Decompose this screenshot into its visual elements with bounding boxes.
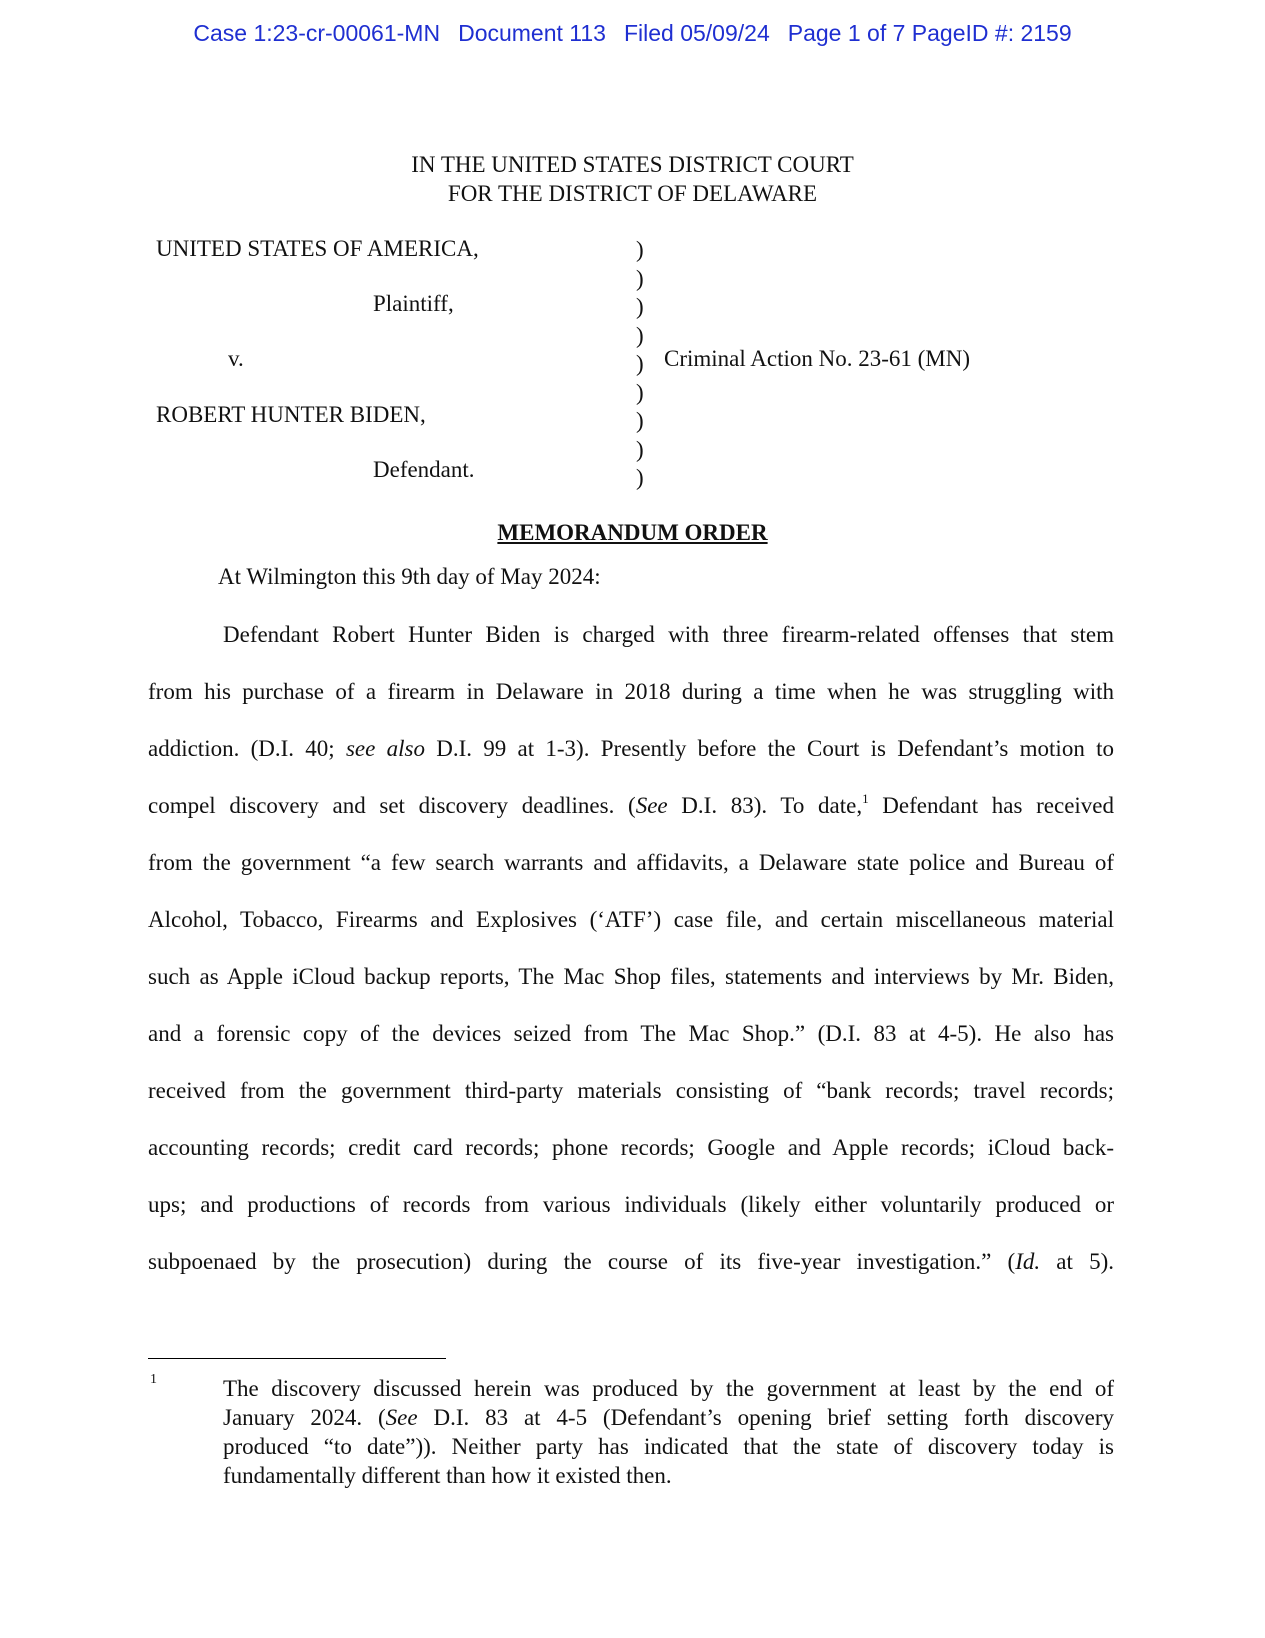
footnote-line: produced “to date”)). Neither party has indicated that the state of discovery today is: [223, 1434, 1114, 1459]
court-line-2: FOR THE DISTRICT OF DELAWARE: [447, 181, 818, 206]
plaintiff-party: UNITED STATES OF AMERICA,: [156, 236, 479, 261]
case-number: Criminal Action No. 23-61 (MN): [664, 346, 970, 371]
footnote-line: The discovery discussed herein was produced by the government at least by the end of: [223, 1376, 1114, 1401]
footnote-text: [223, 1374, 1114, 1490]
body-line: Alcohol, Tobacco, Firearms and Explosives (‘ATF’) case file, and certain miscellaneous material: [148, 907, 1114, 932]
ecf-header: [0, 20, 1265, 47]
body-line: ups; and productions of records from various individuals (likely either voluntarily produced or: [148, 1192, 1114, 1217]
versus: v.: [228, 346, 244, 371]
body-line: subpoenaed by the prosecution) during the course of its five-year investigation.” (Id. at 5).: [148, 1249, 1114, 1274]
body-line: accounting records; credit card records; phone records; Google and Apple records; iCloud back-: [148, 1135, 1114, 1160]
footnote-number: 1: [150, 1372, 157, 1387]
case-number-header: Case 1:23-cr-00061-MN: [193, 20, 441, 46]
body-line: and a forensic copy of the devices seized from The Mac Shop.” (D.I. 83 at 4-5). He also has: [148, 1021, 1114, 1046]
document-title-text: MEMORANDUM ORDER: [497, 520, 768, 545]
document-title: [0, 520, 1265, 546]
defendant-role: Defendant.: [373, 457, 475, 482]
body-line: Defendant Robert Hunter Biden is charged with three firearm-related offenses that stem: [223, 622, 1114, 647]
document-number-header: Document 113: [458, 20, 606, 46]
body-line: from the government “a few search warrants and affidavits, a Delaware state police and Bureau of: [148, 850, 1114, 875]
footnote-line: fundamentally different than how it existed then.: [223, 1463, 672, 1488]
body-line: received from the government third-party materials consisting of “bank records; travel records;: [148, 1078, 1114, 1103]
opening-line: At Wilmington this 9th day of May 2024:: [218, 564, 601, 589]
body-paragraph: [148, 606, 1114, 1290]
court-line-1: IN THE UNITED STATES DISTRICT COURT: [411, 152, 854, 177]
defendant-party: ROBERT HUNTER BIDEN,: [156, 402, 426, 427]
plaintiff-role: Plaintiff,: [373, 291, 454, 316]
filed-date-header: Filed 05/09/24: [623, 20, 770, 46]
page-id-header: Page 1 of 7 PageID #: 2159: [787, 20, 1072, 46]
body-line: addiction. (D.I. 40; see also D.I. 99 at 1-3). Presently before the Court is Defendant’s motion to: [148, 736, 1114, 761]
footnote-divider: [148, 1358, 446, 1359]
body-line: compel discovery and set discovery deadlines. (See D.I. 83). To date,$^1$ Defendant has received: [148, 791, 1115, 818]
caption-parentheses: ) ) ) ) ) ) ) ) ): [636, 237, 644, 490]
court-name: [0, 150, 1265, 208]
body-line: from his purchase of a firearm in Delaware in 2018 during a time when he was struggling with: [148, 679, 1114, 704]
footnote-reference: 1: [862, 791, 869, 806]
footnote-line: January 2024. (See D.I. 83 at 4-5 (Defendant’s opening brief setting forth discovery: [223, 1405, 1114, 1430]
body-line: such as Apple iCloud backup reports, The Mac Shop files, statements and interviews by Mr. Biden,: [148, 964, 1114, 989]
